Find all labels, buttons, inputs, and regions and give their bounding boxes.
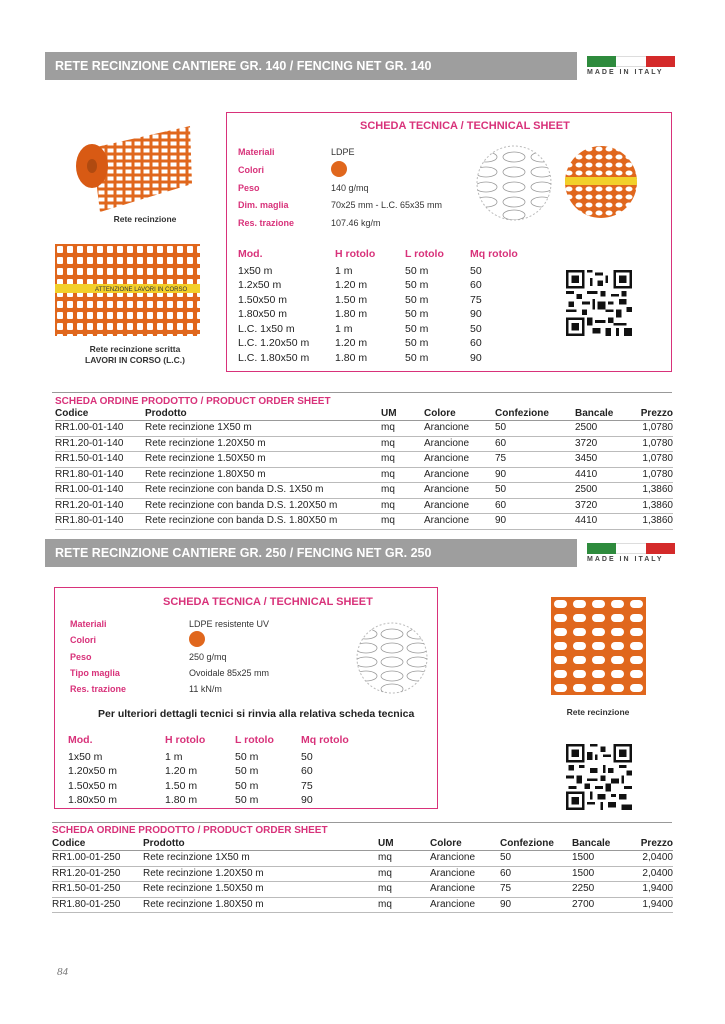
qr-code-icon[interactable] <box>566 270 632 336</box>
technical-note: Per ulteriori dettagli tecnici si rinvia alla relativa scheda tecnica <box>98 708 415 720</box>
table-cell: Rete recinzione 1.80X50 m <box>145 467 381 483</box>
table-cell: 1.2x50 m <box>238 279 282 291</box>
order-header-prodotto: Prodotto <box>143 838 378 851</box>
table-row <box>238 293 530 308</box>
table-cell: 75 <box>301 779 313 792</box>
table-cell: 50 <box>500 851 572 867</box>
table-cell: Arancione <box>424 467 495 483</box>
table-cell: L.C. 1x50 m <box>238 322 295 335</box>
table-cell: Arancione <box>430 882 500 898</box>
spec-value-trazione: 11 kN/m <box>189 684 222 694</box>
table-cell: 1500 <box>572 866 622 882</box>
spec-label-maglia: Dim. maglia <box>238 200 289 210</box>
spec-label-materiali: Materiali <box>70 619 107 629</box>
table-cell: RR1.80-01-140 <box>55 467 145 483</box>
table-cell: 75 <box>470 293 482 306</box>
table-row <box>52 866 673 882</box>
net-roll-image <box>70 126 194 212</box>
table-cell: 1.80x50 m <box>238 308 288 320</box>
technical-sheet-title: SCHEDA TECNICA / TECHNICAL SHEET <box>163 596 373 608</box>
table-cell: 60 <box>470 337 482 349</box>
order-header-confezione: Confezione <box>495 408 575 421</box>
table-row <box>68 779 361 794</box>
table-cell: 60 <box>495 498 575 514</box>
table-cell: 50 <box>495 421 575 437</box>
table-cell: mq <box>381 436 424 452</box>
table-cell: 4410 <box>575 467 625 483</box>
table-row <box>55 483 673 499</box>
table-cell: RR1.80-01-140 <box>55 514 145 530</box>
table-cell: 1 m <box>335 322 353 335</box>
table-cell: 90 <box>301 794 313 806</box>
order-divider <box>52 822 672 823</box>
table-cell: Rete recinzione 1X50 m <box>145 421 381 437</box>
table-cell: 1,9400 <box>622 882 673 898</box>
order-header-um: UM <box>381 408 424 421</box>
made-in-italy-label: MADE IN ITALY <box>587 69 664 76</box>
table-cell: 1500 <box>572 851 622 867</box>
roll-header-mq: Mq rotolo <box>470 248 518 260</box>
spec-value-peso: 140 g/mq <box>331 183 369 193</box>
table-row <box>55 498 673 514</box>
roll-spec-table-gr140 <box>238 248 530 366</box>
italian-flag-icon <box>587 543 675 554</box>
table-cell: mq <box>381 452 424 468</box>
table-cell: RR1.20-01-140 <box>55 436 145 452</box>
made-in-italy-label: MADE IN ITALY <box>587 556 664 563</box>
caption-net-written-1: Rete recinzione scritta <box>89 344 181 354</box>
caption-net-roll: Rete recinzione <box>113 214 177 224</box>
net-banner-text: ATTENZIONE LAVORI IN CORSO <box>95 287 188 293</box>
roll-header-mod: Mod. <box>68 734 93 746</box>
order-header-um: UM <box>378 838 430 851</box>
table-cell: Rete recinzione 1.50X50 m <box>143 882 378 898</box>
table-cell: 1.20 m <box>335 337 368 349</box>
table-cell: 3720 <box>575 436 625 452</box>
table-cell: RR1.20-01-140 <box>55 498 145 514</box>
technical-sheet-title: SCHEDA TECNICA / TECHNICAL SHEET <box>360 120 570 132</box>
table-cell: 1.50x50 m <box>238 293 288 306</box>
spec-label-colori: Colori <box>238 165 264 175</box>
order-header-prezzo: Prezzo <box>625 408 673 421</box>
order-header-codice: Codice <box>55 408 145 421</box>
order-header-confezione: Confezione <box>500 838 572 851</box>
table-cell: 90 <box>495 467 575 483</box>
table-cell: Rete recinzione con banda D.S. 1.20X50 m <box>145 498 381 514</box>
table-cell: 50 m <box>405 351 429 364</box>
table-cell: RR1.20-01-250 <box>52 866 143 882</box>
page-number: 84 <box>57 966 68 978</box>
spec-value-materiali: LDPE resistente UV <box>189 619 270 629</box>
table-cell: 1,0780 <box>625 467 673 483</box>
spec-value-materiali: LDPE <box>331 147 355 157</box>
roll-header-mod: Mod. <box>238 248 263 260</box>
table-row <box>52 851 673 867</box>
table-cell: 1,9400 <box>622 897 673 913</box>
table-cell: L.C. 1.80x50 m <box>238 351 310 364</box>
net-detail-circle-image <box>564 145 638 219</box>
order-header-prezzo: Prezzo <box>622 838 673 851</box>
table-cell: 2,0400 <box>622 866 673 882</box>
table-row <box>238 322 530 337</box>
order-header-colore: Colore <box>430 838 500 851</box>
roll-spec-table-gr250 <box>68 734 361 808</box>
spec-label-materiali: Materiali <box>238 147 275 157</box>
table-cell: Arancione <box>430 851 500 867</box>
table-cell: 3720 <box>575 498 625 514</box>
table-cell: 2,0400 <box>622 851 673 867</box>
spec-label-colori: Colori <box>70 635 96 645</box>
spec-label-peso: Peso <box>238 183 260 193</box>
table-cell: Rete recinzione 1.20X50 m <box>145 436 381 452</box>
table-cell: RR1.00-01-140 <box>55 483 145 499</box>
table-row <box>55 452 673 468</box>
table-cell: 50 <box>470 322 482 335</box>
table-cell: mq <box>378 882 430 898</box>
table-cell: 1,3860 <box>625 498 673 514</box>
order-header-colore: Colore <box>424 408 495 421</box>
mesh-diagram-gr250 <box>356 622 428 694</box>
table-row <box>238 351 530 366</box>
table-cell: 1,0780 <box>625 436 673 452</box>
table-cell: 90 <box>470 351 482 364</box>
table-cell: Arancione <box>430 866 500 882</box>
net-written-image <box>55 244 200 336</box>
net-gr250-image <box>551 597 646 695</box>
roll-header-l: L rotolo <box>405 248 444 260</box>
roll-header-l: L rotolo <box>235 734 274 746</box>
table-row <box>238 279 530 294</box>
spec-label-trazione: Res. trazione <box>238 218 295 228</box>
table-cell: 90 <box>470 308 482 320</box>
order-header-bancale: Bancale <box>575 408 625 421</box>
made-in-italy-flag <box>587 56 675 76</box>
table-cell: Rete recinzione 1.50X50 m <box>145 452 381 468</box>
table-cell: Rete recinzione 1X50 m <box>143 851 378 867</box>
roll-header-mq: Mq rotolo <box>301 734 349 746</box>
table-cell: 1,0780 <box>625 421 673 437</box>
table-cell: 1.50 m <box>165 779 198 792</box>
table-cell: Arancione <box>430 897 500 913</box>
table-cell: 1,0780 <box>625 452 673 468</box>
table-row <box>55 421 673 437</box>
spec-value-maglia: Ovoidale 85x25 mm <box>189 668 270 678</box>
order-sheet-title-gr140: SCHEDA ORDINE PRODOTTO / PRODUCT ORDER SHEET <box>55 396 331 407</box>
order-sheet-title-gr250: SCHEDA ORDINE PRODOTTO / PRODUCT ORDER SHEET <box>52 825 328 836</box>
order-header-bancale: Bancale <box>572 838 622 851</box>
spec-label-trazione: Res. trazione <box>70 684 127 694</box>
table-row <box>55 514 673 530</box>
spec-label-maglia: Tipo maglia <box>70 668 120 678</box>
table-cell: mq <box>381 514 424 530</box>
table-cell: 50 <box>301 750 313 763</box>
color-swatch-orange <box>189 631 205 647</box>
table-cell: RR1.50-01-250 <box>52 882 143 898</box>
caption-net-gr250: Rete recinzione <box>566 707 630 717</box>
table-cell: 50 m <box>405 337 429 349</box>
table-cell: RR1.00-01-140 <box>55 421 145 437</box>
spec-label-peso: Peso <box>70 652 92 662</box>
roll-header-h: H rotolo <box>165 734 206 746</box>
order-table-gr140 <box>55 408 673 530</box>
table-cell: 60 <box>470 279 482 291</box>
table-cell: L.C. 1.20x50 m <box>238 337 310 349</box>
table-cell: mq <box>381 498 424 514</box>
table-cell: 50 m <box>405 308 429 320</box>
order-table-gr250 <box>52 838 673 913</box>
table-cell: 50 m <box>405 279 429 291</box>
table-cell: 1x50 m <box>68 750 103 763</box>
table-cell: 1.80 m <box>335 308 368 320</box>
table-cell: 75 <box>495 452 575 468</box>
table-cell: 4410 <box>575 514 625 530</box>
table-cell: 1.20x50 m <box>68 765 118 777</box>
table-cell: Arancione <box>424 483 495 499</box>
table-row <box>238 264 530 279</box>
table-cell: 1.80x50 m <box>68 794 118 806</box>
table-cell: Arancione <box>424 436 495 452</box>
table-cell: mq <box>381 467 424 483</box>
table-row <box>52 882 673 898</box>
table-cell: 2500 <box>575 421 625 437</box>
table-cell: 2250 <box>572 882 622 898</box>
order-divider <box>52 392 672 393</box>
table-cell: 50 m <box>235 750 259 763</box>
table-cell: 50 <box>495 483 575 499</box>
table-cell: mq <box>381 421 424 437</box>
section-banner-gr250: RETE RECINZIONE CANTIERE GR. 250 / FENCING NET GR. 250 <box>45 539 577 567</box>
table-row <box>55 467 673 483</box>
table-cell: 2500 <box>575 483 625 499</box>
mesh-diagram-gr140 <box>476 145 552 221</box>
table-cell: 3450 <box>575 452 625 468</box>
table-cell: mq <box>378 866 430 882</box>
table-cell: 1.80 m <box>335 351 368 364</box>
table-cell: 60 <box>301 765 313 777</box>
made-in-italy-flag <box>587 543 675 563</box>
table-cell: 50 m <box>235 765 259 777</box>
table-cell: mq <box>378 851 430 867</box>
order-header-codice: Codice <box>52 838 143 851</box>
table-cell: 1.80 m <box>165 794 198 806</box>
table-cell: 1.50 m <box>335 293 368 306</box>
table-cell: RR1.80-01-250 <box>52 897 143 913</box>
table-cell: 1.20 m <box>335 279 368 291</box>
spec-value-maglia: 70x25 mm - L.C. 65x35 mm <box>331 200 443 210</box>
table-cell: 90 <box>500 897 572 913</box>
color-swatch-orange <box>331 161 347 177</box>
table-cell: 50 m <box>405 322 429 335</box>
table-row <box>238 337 530 352</box>
table-cell: 2700 <box>572 897 622 913</box>
table-cell: 50 <box>470 264 482 277</box>
table-row <box>68 794 361 809</box>
table-cell: Arancione <box>424 421 495 437</box>
table-cell: Rete recinzione 1.20X50 m <box>143 866 378 882</box>
table-cell: 1.20 m <box>165 765 198 777</box>
table-cell: mq <box>381 483 424 499</box>
table-cell: RR1.00-01-250 <box>52 851 143 867</box>
table-cell: RR1.50-01-140 <box>55 452 145 468</box>
table-cell: 50 m <box>235 794 259 806</box>
table-row <box>68 765 361 780</box>
table-row <box>238 308 530 323</box>
table-cell: 50 m <box>405 264 429 277</box>
table-cell: 60 <box>500 866 572 882</box>
section-banner-gr140: RETE RECINZIONE CANTIERE GR. 140 / FENCING NET GR. 140 <box>45 52 577 80</box>
table-row <box>52 897 673 913</box>
table-cell: Rete recinzione 1.80X50 m <box>143 897 378 913</box>
table-cell: Arancione <box>424 514 495 530</box>
roll-header-h: H rotolo <box>335 248 376 260</box>
table-cell: Rete recinzione con banda D.S. 1X50 m <box>145 483 381 499</box>
caption-net-written-2: LAVORI IN CORSO (L.C.) <box>85 355 185 365</box>
qr-code-icon[interactable] <box>566 744 632 810</box>
table-cell: Arancione <box>424 452 495 468</box>
table-cell: 60 <box>495 436 575 452</box>
table-cell: 50 m <box>235 779 259 792</box>
spec-value-trazione: 107.46 kg/m <box>331 218 381 228</box>
table-cell: 1,3860 <box>625 483 673 499</box>
table-cell: 1 m <box>165 750 183 763</box>
table-cell: 50 m <box>405 293 429 306</box>
table-cell: mq <box>378 897 430 913</box>
table-cell: Rete recinzione con banda D.S. 1.80X50 m <box>145 514 381 530</box>
table-cell: 1 m <box>335 264 353 277</box>
table-cell: 1.50x50 m <box>68 779 118 792</box>
italian-flag-icon <box>587 56 675 67</box>
order-header-prodotto: Prodotto <box>145 408 381 421</box>
table-cell: 1,3860 <box>625 514 673 530</box>
table-row <box>68 750 361 765</box>
spec-value-peso: 250 g/mq <box>189 652 227 662</box>
table-cell: 90 <box>495 514 575 530</box>
table-cell: Arancione <box>424 498 495 514</box>
table-cell: 1x50 m <box>238 264 273 277</box>
table-row <box>55 436 673 452</box>
table-cell: 75 <box>500 882 572 898</box>
